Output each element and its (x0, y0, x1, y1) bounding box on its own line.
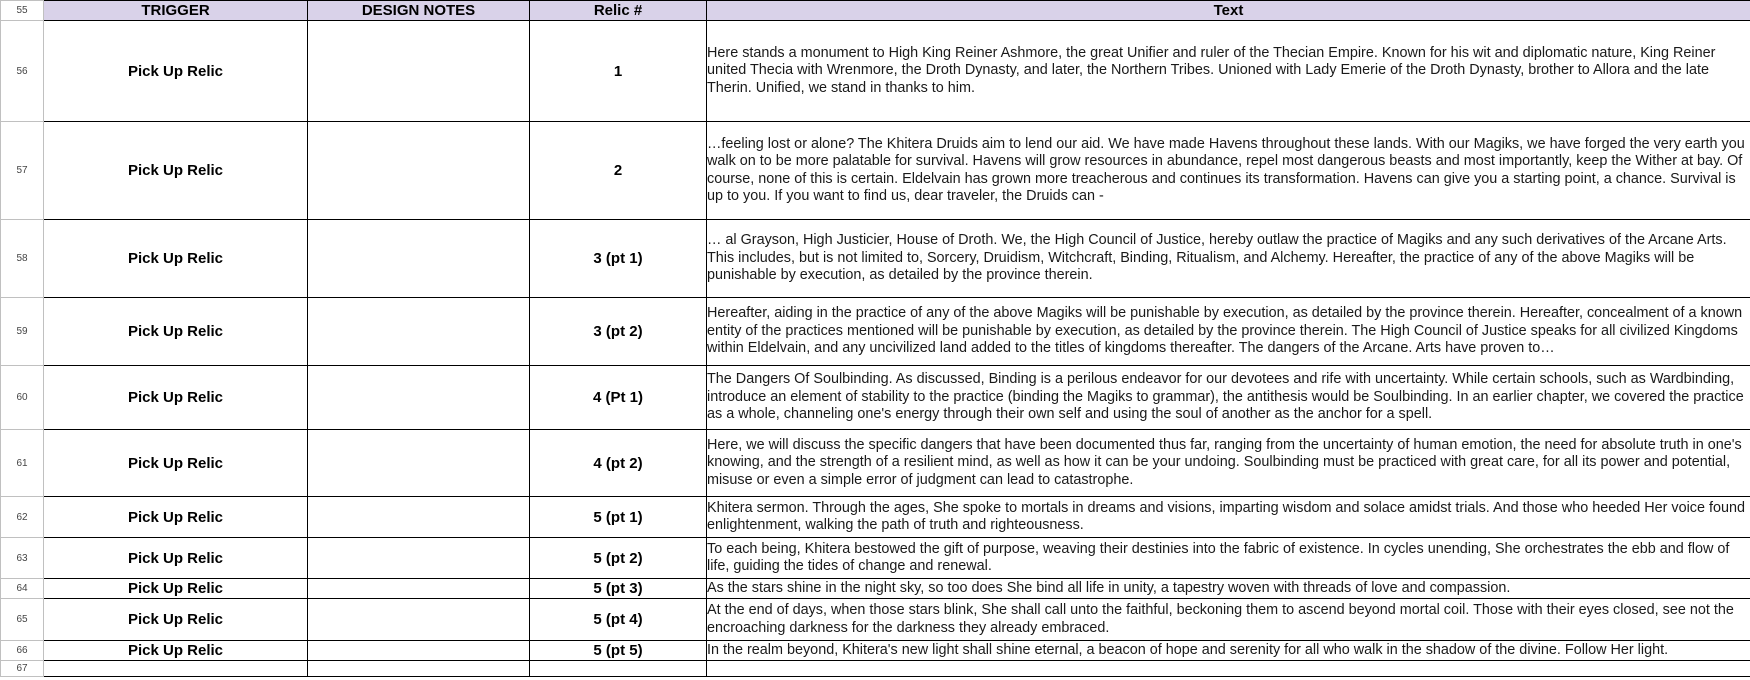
row-number-55[interactable]: 55 (1, 1, 44, 21)
trigger-cell[interactable]: Pick Up Relic (44, 21, 308, 122)
table-row (1, 220, 1750, 298)
text-cell[interactable]: To each being, Khitera bestowed the gift of purpose, weaving their destinies into the fabric of existence. In cycles unending, She orchestrates the ebb and flow of life, guiding the tides of change and renewal. (707, 538, 1750, 579)
text-cell[interactable]: Hereafter, aiding in the practice of any of the above Magiks will be punishable by execution, as detailed by the province therein. Hereafter, concealment of a known entity of the practices mentioned will be punishable by execution, as detailed by the province therein. The High Council of Justice speaks for all civilized Kingdoms within Eldelvain, and any uncivilized land added to the titles of kingdoms thereafter. The dangers of the Arcane. Arts have proven to… (707, 298, 1750, 366)
design-notes-cell[interactable] (308, 661, 530, 677)
text-cell[interactable]: … al Grayson, High Justicier, House of Droth. We, the High Council of Justice, hereby outlaw the practice of Magiks and any such derivatives of the Arcane Arts. This includes, but is not limited to, Sorcery, Druidism, Witchcraft, Binding, Ritualism, and Alchemy. Hereafter, the practice of any of the above Magiks will be punishable by execution, as detailed by the province therein. (707, 220, 1750, 298)
design-notes-cell[interactable] (308, 641, 530, 661)
relic-number-cell[interactable]: 5 (pt 3) (530, 579, 707, 599)
trigger-cell[interactable]: Pick Up Relic (44, 641, 308, 661)
row-number[interactable]: 66 (1, 641, 44, 661)
table-row (1, 430, 1750, 497)
row-number[interactable]: 58 (1, 220, 44, 298)
relic-number-cell[interactable]: 2 (530, 122, 707, 220)
relic-number-cell[interactable]: 4 (pt 2) (530, 430, 707, 497)
text-cell[interactable]: As the stars shine in the night sky, so too does She bind all life in unity, a tapestry woven with threads of love and compassion. (707, 579, 1750, 599)
trigger-cell[interactable]: Pick Up Relic (44, 220, 308, 298)
design-notes-cell[interactable] (308, 21, 530, 122)
design-notes-cell[interactable] (308, 220, 530, 298)
design-notes-cell[interactable] (308, 366, 530, 430)
design-notes-cell[interactable] (308, 122, 530, 220)
relic-number-cell[interactable]: 5 (pt 4) (530, 599, 707, 641)
design-notes-cell[interactable] (308, 579, 530, 599)
table-row (1, 366, 1750, 430)
design-notes-cell[interactable] (308, 599, 530, 641)
text-cell[interactable]: …feeling lost or alone? The Khitera Druids aim to lend our aid. We have made Havens throughout these lands. With our Magiks, we have forged the very earth you walk on to be more palatable for survival. Havens will grow resources in abundance, repel most dangerous beasts and most importantly, keep the Wither at bay. Of course, none of this is certain. Eldelvain has grown more treacherous and continues its transformation. Havens can give you a starting point, a chance. Survival is up to you. If you want to find us, dear traveler, the Druids can - (707, 122, 1750, 220)
relic-number-cell[interactable]: 5 (pt 5) (530, 641, 707, 661)
trigger-cell[interactable]: Pick Up Relic (44, 122, 308, 220)
trigger-cell[interactable]: Pick Up Relic (44, 366, 308, 430)
design-notes-cell[interactable] (308, 497, 530, 538)
trigger-cell[interactable]: Pick Up Relic (44, 538, 308, 579)
table-row (1, 21, 1750, 122)
row-number[interactable]: 60 (1, 366, 44, 430)
row-number[interactable]: 67 (1, 661, 44, 677)
trigger-cell[interactable]: Pick Up Relic (44, 599, 308, 641)
table-row (1, 641, 1750, 661)
trigger-cell[interactable]: Pick Up Relic (44, 497, 308, 538)
relic-number-cell[interactable]: 3 (pt 1) (530, 220, 707, 298)
table-row (1, 661, 1750, 677)
design-notes-cell[interactable] (308, 298, 530, 366)
row-number[interactable]: 65 (1, 599, 44, 641)
trigger-cell[interactable]: Pick Up Relic (44, 430, 308, 497)
table-row (1, 599, 1750, 641)
row-number[interactable]: 61 (1, 430, 44, 497)
column-header-relic-number[interactable]: Relic # (530, 1, 707, 21)
relic-number-cell[interactable]: 1 (530, 21, 707, 122)
relic-number-cell[interactable]: 5 (pt 2) (530, 538, 707, 579)
design-notes-cell[interactable] (308, 538, 530, 579)
row-number[interactable]: 64 (1, 579, 44, 599)
row-number[interactable]: 59 (1, 298, 44, 366)
design-notes-cell[interactable] (308, 430, 530, 497)
trigger-cell[interactable] (44, 661, 308, 677)
row-number[interactable]: 62 (1, 497, 44, 538)
trigger-cell[interactable]: Pick Up Relic (44, 298, 308, 366)
text-cell[interactable]: Khitera sermon. Through the ages, She spoke to mortals in dreams and visions, imparting wisdom and solace amidst trials. And those who heeded Her voice found enlightenment, walking the path of truth and righteousness. (707, 497, 1750, 538)
text-cell[interactable]: At the end of days, when those stars blink, She shall call unto the faithful, beckoning them to ascend beyond mortal coil. Those with their eyes closed, see not the encroaching darkness for the darkness they already embraced. (707, 599, 1750, 641)
table-row (1, 298, 1750, 366)
header-row (1, 1, 1750, 21)
table-row (1, 538, 1750, 579)
column-header-trigger[interactable]: TRIGGER (44, 1, 308, 21)
text-cell[interactable] (707, 661, 1750, 677)
trigger-cell[interactable]: Pick Up Relic (44, 579, 308, 599)
text-cell[interactable]: Here, we will discuss the specific dangers that have been documented thus far, ranging from the uncertainty of human emotion, the need for absolute truth in one's knowing, and the strength of a resilient mind, as well as how it can be your undoing. Soulbinding must be practiced with great care, for all its power and potential, misuse or even a simple error of judgment can lead to catastrophe. (707, 430, 1750, 497)
table-row (1, 122, 1750, 220)
column-header-text[interactable]: Text (707, 1, 1750, 21)
table-row (1, 579, 1750, 599)
column-header-design-notes[interactable]: DESIGN NOTES (308, 1, 530, 21)
row-number[interactable]: 63 (1, 538, 44, 579)
relic-number-cell[interactable]: 4 (Pt 1) (530, 366, 707, 430)
text-cell[interactable]: Here stands a monument to High King Reiner Ashmore, the great Unifier and ruler of the Thecian Empire. Known for his wit and diplomatic nature, King Reiner united Thecia with Wrenmore, the Droth Dynasty, and later, the Northern Tribes. Unioned with Lady Emerie of the Droth Dynasty, brother to Allora and the late Therin. Unified, we stand in thanks to him. (707, 21, 1750, 122)
relic-number-cell[interactable] (530, 661, 707, 677)
row-number[interactable]: 57 (1, 122, 44, 220)
text-cell[interactable]: The Dangers Of Soulbinding. As discussed, Binding is a perilous endeavor for our devotees and rife with uncertainty. While certain schools, such as Wardbinding, introduce an element of stability to the practice (binding the Magiks to grammar), the antithesis would be Soulbinding. In an earlier chapter, we covered the practice as a whole, channeling one's energy through their own self and using the soul of another as the anchor for a spell. (707, 366, 1750, 430)
table-row (1, 497, 1750, 538)
relic-number-cell[interactable]: 5 (pt 1) (530, 497, 707, 538)
row-number[interactable]: 56 (1, 21, 44, 122)
text-cell[interactable]: In the realm beyond, Khitera's new light shall shine eternal, a beacon of hope and serenity for all who walk in the shadow of the divine. Follow Her light. (707, 641, 1750, 661)
relic-number-cell[interactable]: 3 (pt 2) (530, 298, 707, 366)
